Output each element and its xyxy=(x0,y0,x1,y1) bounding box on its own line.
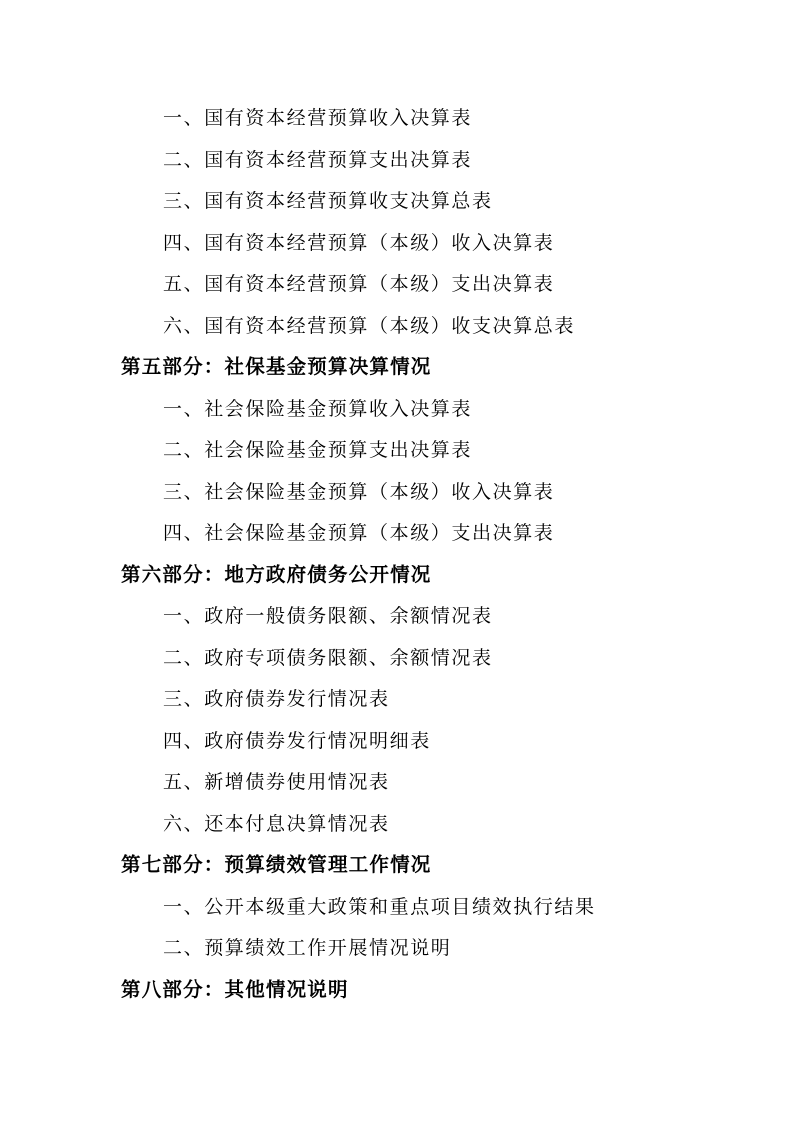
toc-item-new-bond-usage: 五、新增债券使用情况表 xyxy=(163,771,390,793)
toc-item-bond-issuance: 三、政府债券发行情况表 xyxy=(163,688,390,710)
toc-item-state-capital-revenue: 一、国有资本经营预算收入决算表 xyxy=(163,107,473,129)
toc-item-social-insurance-revenue: 一、社会保险基金预算收入决算表 xyxy=(163,398,473,420)
toc-item-social-insurance-expenditure: 二、社会保险基金预算支出决算表 xyxy=(163,439,473,461)
toc-item-social-insurance-local-revenue: 三、社会保险基金预算（本级）收入决算表 xyxy=(163,481,555,503)
toc-item-state-capital-local-revenue: 四、国有资本经营预算（本级）收入决算表 xyxy=(163,232,555,254)
section-heading-part-8: 第八部分：其他情况说明 xyxy=(121,978,349,1001)
section-heading-part-7: 第七部分：预算绩效管理工作情况 xyxy=(121,853,432,876)
toc-item-state-capital-summary: 三、国有资本经营预算收支决算总表 xyxy=(163,190,493,212)
toc-item-state-capital-local-expenditure: 五、国有资本经营预算（本级）支出决算表 xyxy=(163,273,555,295)
toc-item-debt-service: 六、还本付息决算情况表 xyxy=(163,813,390,835)
section-heading-part-5: 第五部分：社保基金预算决算情况 xyxy=(121,355,432,378)
toc-item-state-capital-expenditure: 二、国有资本经营预算支出决算表 xyxy=(163,149,473,171)
toc-item-performance-results: 一、公开本级重大政策和重点项目绩效执行结果 xyxy=(163,896,596,918)
toc-item-social-insurance-local-expenditure: 四、社会保险基金预算（本级）支出决算表 xyxy=(163,522,555,544)
toc-item-state-capital-local-summary: 六、国有资本经营预算（本级）收支决算总表 xyxy=(163,315,576,337)
toc-item-general-debt-limit: 一、政府一般债务限额、余额情况表 xyxy=(163,605,493,627)
toc-item-bond-issuance-detail: 四、政府债券发行情况明细表 xyxy=(163,730,431,752)
toc-item-special-debt-limit: 二、政府专项债务限额、余额情况表 xyxy=(163,647,493,669)
toc-item-performance-work: 二、预算绩效工作开展情况说明 xyxy=(163,937,452,959)
section-heading-part-6: 第六部分：地方政府债务公开情况 xyxy=(121,563,432,586)
